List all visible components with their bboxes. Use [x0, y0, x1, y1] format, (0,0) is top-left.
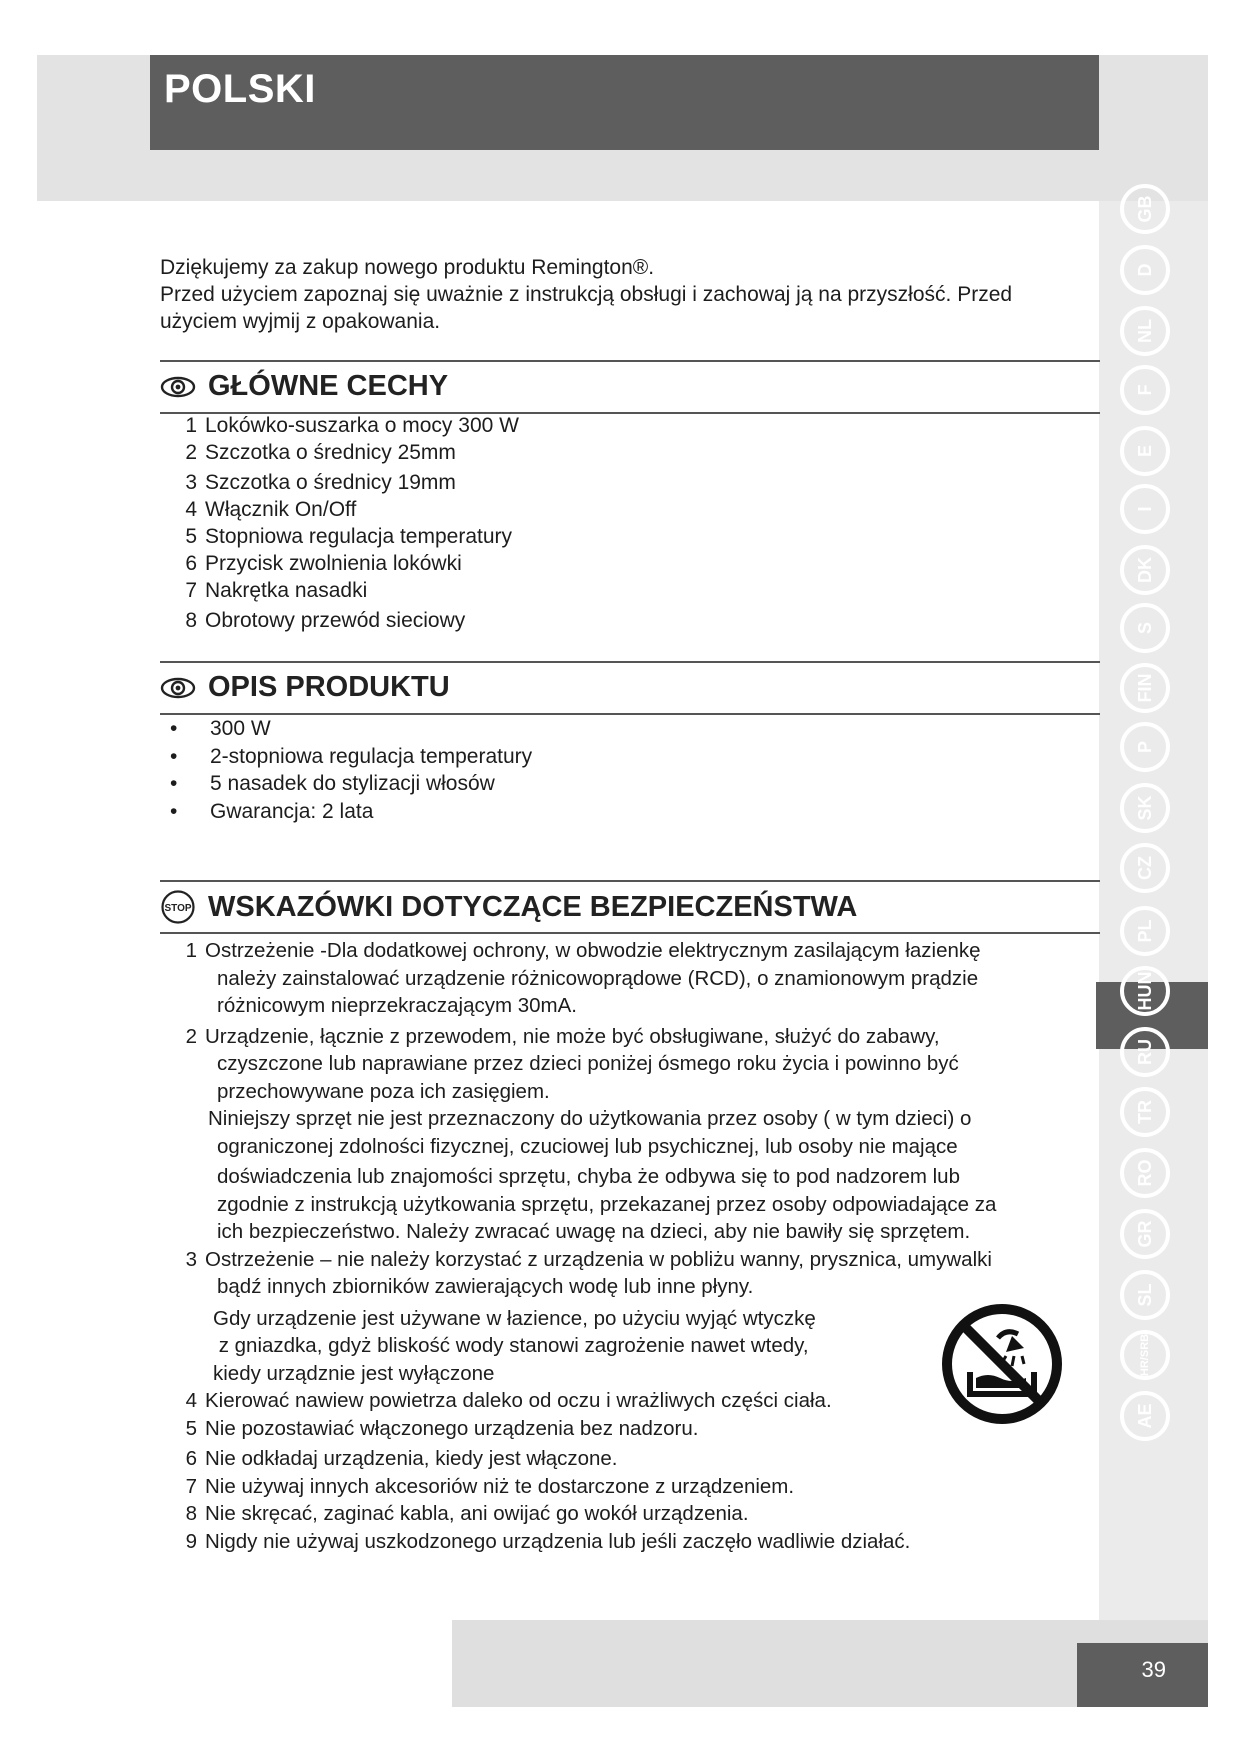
list-item — [160, 471, 1080, 498]
description-list — [170, 715, 532, 825]
language-tab-hun[interactable]: HUN — [1120, 966, 1170, 1016]
intro-line: Dziękujemy za zakup nowego produktu Remington®. — [160, 256, 655, 279]
language-tab-ru[interactable]: RU — [1120, 1027, 1170, 1077]
text-line: przechowywane poza ich zasięgiem. — [217, 1079, 550, 1103]
text-line: Ostrzeżenie – nie należy korzystać z urządzenia w pobliżu wanny, prysznica, umywalki — [205, 1247, 992, 1271]
item-text: Włącznik On/Off — [205, 498, 357, 521]
page-number: 39 — [1141, 1657, 1166, 1682]
item-number: 7 — [185, 1474, 197, 1498]
text-line: Urządzenie, łącznie z przewodem, nie może być obsługiwane, służyć do zabawy, — [205, 1024, 940, 1048]
item-number: 2 — [185, 1024, 197, 1048]
item-number: 2 — [185, 441, 197, 464]
item-number: 1 — [185, 414, 197, 437]
item-text: 2-stopniowa regulacja temperatury — [210, 744, 533, 768]
list-item — [170, 798, 532, 826]
language-tab-s[interactable]: S — [1120, 603, 1170, 653]
text-line: czyszczone lub naprawiane przez dzieci poniżej ósmego roku życia i powinno być — [217, 1052, 959, 1075]
language-tab-f[interactable]: F — [1120, 365, 1170, 415]
text-line: należy zainstalować urządzenie różnicowoprądowe (RCD), o znamionowym prądzie — [217, 966, 979, 990]
page-number-box — [1077, 1643, 1208, 1707]
features-heading — [160, 370, 448, 403]
language-tab-i[interactable]: I — [1120, 484, 1170, 534]
language-tab-gr[interactable]: GR — [1120, 1209, 1170, 1259]
item-text: 300 W — [210, 717, 271, 740]
list-item — [160, 1445, 1080, 1473]
item-text: Nigdy nie używaj uszkodzonego urządzenia lub jeśli zaczęło wadliwie działać. — [205, 1529, 911, 1553]
item-number: 5 — [185, 1416, 197, 1440]
language-tab-sk[interactable]: SK — [1120, 783, 1170, 833]
list-item — [160, 414, 1080, 441]
stop-icon — [160, 889, 196, 925]
eye-icon — [160, 677, 196, 699]
item-number: 5 — [185, 525, 197, 548]
description-heading — [160, 671, 450, 704]
item-text: Szczotka o średnicy 19mm — [205, 471, 456, 494]
item-text: Nie pozostawiać włączonego urządzenia bez nadzoru. — [205, 1416, 699, 1440]
list-item — [160, 609, 1080, 636]
item-text: Stopniowa regulacja temperatury — [205, 525, 513, 548]
text-line: doświadczenia lub znajomości sprzętu, chyba że odbywa się to pod nadzorem lub — [217, 1165, 960, 1188]
item-number: 8 — [185, 609, 197, 632]
language-tab-pl[interactable]: PL — [1120, 906, 1170, 956]
item-text: Kierować nawiew powietrza daleko od oczu i wrażliwych części ciała. — [205, 1389, 832, 1412]
divider — [160, 360, 1100, 362]
list-item — [160, 1500, 1080, 1528]
item-text: Lokówko-suszarka o mocy 300 W — [205, 414, 519, 437]
item-number: 3 — [185, 1247, 197, 1271]
text-line: z gniazdka, gdyż bliskość wody stanowi zagrożenie nawet wtedy, — [213, 1334, 809, 1357]
features-list — [160, 414, 1080, 636]
item-number: 6 — [185, 1447, 197, 1470]
language-tab-tr[interactable]: TR — [1120, 1087, 1170, 1137]
bullet: • — [170, 772, 178, 795]
text-line: Ostrzeżenie -Dla dodatkowej ochrony, w obwodzie elektrycznym zasilającym łazienkę — [205, 939, 981, 962]
list-item — [160, 498, 1080, 525]
intro-line: Przed użyciem zapoznaj się uważnie z instrukcją obsługi i zachowaj ją na przyszłość. Przed — [160, 283, 1013, 306]
title-bar — [150, 55, 1099, 150]
bullet: • — [170, 799, 178, 823]
language-tab-sl[interactable]: SL — [1120, 1270, 1170, 1320]
text-line: różnicowym nieprzekraczającym 30mA. — [217, 994, 578, 1017]
page-title: POLSKI — [164, 67, 316, 111]
list-item — [160, 441, 1080, 471]
list-item — [170, 715, 532, 743]
text-line: bądź innych zbiorników zawierających wodę lub inne płyny. — [217, 1275, 754, 1298]
text-line: Gdy urządzenie jest używane w łazience, po użyciu wyjąć wtyczkę — [213, 1306, 816, 1330]
section-title: WSKAZÓWKI DOTYCZĄCE BEZPIECZEŃSTWA — [208, 890, 858, 923]
item-text: Nakrętka nasadki — [205, 579, 368, 602]
item-number: 9 — [185, 1529, 197, 1553]
text-line: zgodnie z instrukcją użytkowania sprzętu, przekazanej przez osoby odpowiadające za — [217, 1192, 997, 1216]
list-item — [160, 552, 1080, 579]
divider — [160, 932, 1100, 934]
language-tab-e[interactable]: E — [1120, 426, 1170, 476]
item-text — [205, 1023, 1080, 1246]
intro-text — [160, 254, 1060, 335]
item-text: Gwarancja: 2 lata — [210, 799, 374, 823]
list-item — [160, 525, 1080, 552]
item-number: 7 — [185, 579, 197, 602]
text-line: ograniczonej zdolności fizycznej, czuciowej lub psychicznej, lub osoby nie mające — [217, 1134, 958, 1158]
item-text: Nie odkładaj urządzenia, kiedy jest włączone. — [205, 1447, 618, 1470]
list-item — [170, 743, 532, 771]
list-item — [160, 1528, 1080, 1556]
item-text — [205, 937, 1080, 1020]
item-text: Szczotka o średnicy 25mm — [205, 441, 456, 464]
text-line: Niniejszy sprzęt nie jest przeznaczony do użytkowania przez osoby ( w tym dzieci) o — [208, 1107, 972, 1130]
list-item — [160, 937, 1080, 1020]
item-number: 6 — [185, 552, 197, 575]
list-item — [160, 1023, 1080, 1246]
intro-line: użyciem wyjmij z opakowania. — [160, 310, 441, 333]
language-tab-fin[interactable]: FIN — [1120, 663, 1170, 713]
note-paragraph — [205, 1105, 1080, 1246]
language-tab-ro[interactable]: RO — [1120, 1148, 1170, 1198]
safety-list — [160, 937, 1080, 1555]
text-line: kiedy urządznie jest wyłączone — [213, 1361, 495, 1385]
stop-label: STOP — [164, 903, 192, 914]
bullet: • — [170, 744, 178, 768]
item-number: 4 — [185, 498, 197, 521]
section-title: OPIS PRODUKTU — [208, 671, 450, 703]
section-title: GŁÓWNE CECHY — [208, 370, 449, 402]
item-number: 4 — [185, 1389, 197, 1412]
language-tab-nl[interactable]: NL — [1120, 306, 1170, 356]
no-water-icon — [940, 1302, 1064, 1426]
divider — [160, 661, 1100, 663]
item-number: 1 — [185, 939, 197, 962]
language-tab-dk[interactable]: DK — [1120, 545, 1170, 595]
list-item — [170, 770, 532, 798]
language-tab-p[interactable]: P — [1120, 722, 1170, 772]
divider — [160, 880, 1100, 882]
list-item — [160, 1473, 1080, 1501]
text-line: ich bezpieczeństwo. Należy zwracać uwagę na dzieci, aby nie bawiły się sprzętem. — [217, 1220, 971, 1243]
language-tab-d[interactable]: D — [1120, 245, 1170, 295]
item-text: Obrotowy przewód sieciowy — [205, 609, 466, 632]
language-tab-cz[interactable]: CZ — [1120, 843, 1170, 893]
safety-heading — [160, 889, 857, 925]
item-text: Przycisk zwolnienia lokówki — [205, 552, 462, 575]
item-number: 3 — [185, 471, 197, 494]
item-text: Nie skręcać, zaginać kabla, ani owijać go wokół urządzenia. — [205, 1502, 749, 1525]
language-tab-hr-srb[interactable]: HR/SRB — [1120, 1330, 1170, 1380]
eye-icon — [160, 376, 196, 398]
language-tab-gb[interactable]: GB — [1120, 184, 1170, 234]
list-item — [160, 579, 1080, 609]
item-text: Nie używaj innych akcesoriów niż te dostarczone z urządzeniem. — [205, 1474, 795, 1498]
item-text: 5 nasadek do stylizacji włosów — [210, 772, 495, 795]
bullet: • — [170, 717, 178, 740]
item-number: 8 — [185, 1502, 197, 1525]
language-tab-ae[interactable]: AE — [1120, 1391, 1170, 1441]
